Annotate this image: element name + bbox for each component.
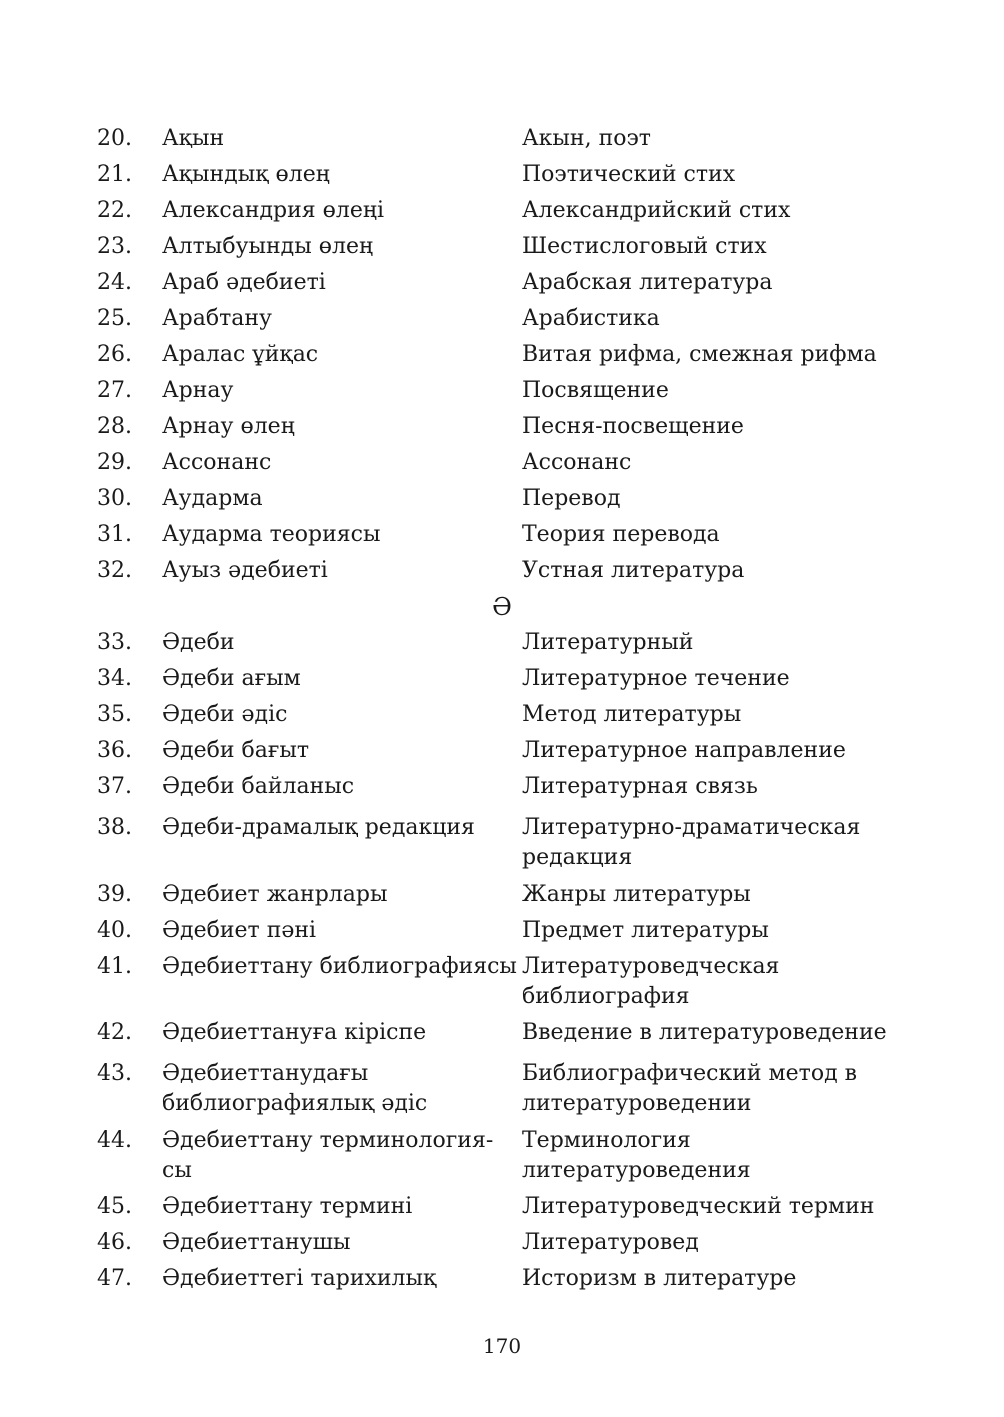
entry-number: 46. <box>97 1230 132 1255</box>
kazakh-term: Әдебиет жанрлары <box>162 882 388 907</box>
glossary-row <box>97 769 897 805</box>
glossary-row <box>97 661 897 697</box>
glossary-row <box>97 625 897 661</box>
glossary-row <box>97 445 897 481</box>
russian-term: Александрийский стих <box>522 198 791 223</box>
glossary-row <box>97 913 897 949</box>
glossary-row <box>97 337 897 373</box>
russian-term: Литературное направление <box>522 738 846 763</box>
entry-number: 27. <box>97 378 132 403</box>
glossary-row <box>97 877 897 913</box>
glossary-row <box>97 193 897 229</box>
kazakh-term: Ауыз әдебиеті <box>162 558 328 583</box>
kazakh-term: Ақындық өлең <box>162 162 330 187</box>
glossary-row <box>97 409 897 445</box>
russian-term: Посвящение <box>522 378 669 403</box>
glossary-row <box>97 1225 897 1261</box>
kazakh-term: Әдебиеттану библиографиясы <box>162 954 517 979</box>
kazakh-term: Ассонанс <box>162 450 272 475</box>
russian-term: Литературное течение <box>522 666 790 691</box>
russian-term: Поэтический стих <box>522 162 736 187</box>
entry-number: 22. <box>97 198 132 223</box>
kazakh-term: Әдебиеттанудағы библиографиялық әдіс <box>162 1061 428 1116</box>
kazakh-term: Әдеби бағыт <box>162 738 310 763</box>
entry-number: 34. <box>97 666 132 691</box>
entry-number: 29. <box>97 450 132 475</box>
entry-number: 28. <box>97 414 132 439</box>
page-number: 170 <box>482 1334 522 1358</box>
kazakh-term: Әдебиеттануға кіріспе <box>162 1020 427 1045</box>
entry-number: 26. <box>97 342 132 367</box>
entry-number: 44. <box>97 1128 132 1153</box>
russian-term: Литературоведческая библиография <box>522 954 780 1009</box>
glossary-row <box>97 517 897 553</box>
kazakh-term: Ақын <box>162 126 225 151</box>
glossary-row <box>97 373 897 409</box>
entry-number: 38. <box>97 815 132 840</box>
kazakh-term: Әдебиет пәні <box>162 918 317 943</box>
russian-term: Ассонанс <box>522 450 632 475</box>
kazakh-term: Әдеби-драмалық редакция <box>162 815 475 840</box>
russian-term: Теория перевода <box>522 522 720 547</box>
glossary-row <box>97 805 897 877</box>
russian-term: Литературный <box>522 630 694 655</box>
entry-number: 32. <box>97 558 132 583</box>
russian-term: Устная литература <box>522 558 745 583</box>
kazakh-term: Әдеби әдіс <box>162 702 288 727</box>
glossary-row <box>97 553 897 589</box>
russian-term: Арабская литература <box>522 270 773 295</box>
glossary-row <box>97 157 897 193</box>
glossary-row <box>97 265 897 301</box>
kazakh-term: Арнау өлең <box>162 414 295 439</box>
kazakh-term: Әдебиеттану терминология- сы <box>162 1128 494 1183</box>
russian-term: Введение в литературоведение <box>522 1020 887 1045</box>
kazakh-term: Әдеби ағым <box>162 666 301 691</box>
russian-term: Библиографический метод в литературоведении <box>522 1061 857 1116</box>
entry-number: 21. <box>97 162 132 187</box>
entry-number: 23. <box>97 234 132 259</box>
russian-term: Литературно-драматическая редакция <box>522 815 861 870</box>
kazakh-term: Әдебиеттегі тарихилық <box>162 1266 437 1291</box>
entry-number: 25. <box>97 306 132 331</box>
kazakh-term: Аралас ұйқас <box>162 342 319 367</box>
glossary-row <box>97 949 897 1015</box>
russian-term: Метод литературы <box>522 702 742 727</box>
russian-term: Песня-посвещение <box>522 414 744 439</box>
entry-number: 37. <box>97 774 132 799</box>
russian-term: Акын, поэт <box>522 126 651 151</box>
kazakh-term: Әдебиеттану термині <box>162 1194 413 1219</box>
russian-term: Историзм в литературе <box>522 1266 797 1291</box>
glossary-row <box>97 1189 897 1225</box>
kazakh-term: Арабтану <box>162 306 272 331</box>
entry-number: 39. <box>97 882 132 907</box>
russian-term: Литературоведческий термин <box>522 1194 875 1219</box>
glossary-row <box>97 229 897 265</box>
glossary-row <box>97 301 897 337</box>
entry-number: 42. <box>97 1020 132 1045</box>
kazakh-term: Әдеби <box>162 630 235 655</box>
entry-number: 33. <box>97 630 132 655</box>
entry-number: 40. <box>97 918 132 943</box>
glossary-row <box>97 697 897 733</box>
russian-term: Жанры литературы <box>522 882 751 907</box>
glossary-table <box>97 121 897 1297</box>
kazakh-term: Александрия өлеңі <box>162 198 385 223</box>
russian-term: Арабистика <box>522 306 660 331</box>
entry-number: 47. <box>97 1266 132 1291</box>
glossary-row <box>97 121 897 157</box>
entry-number: 45. <box>97 1194 132 1219</box>
glossary-row <box>97 1051 897 1123</box>
entry-number: 31. <box>97 522 132 547</box>
russian-term: Предмет литературы <box>522 918 769 943</box>
glossary-row <box>97 1123 897 1189</box>
glossary-row <box>97 733 897 769</box>
russian-term: Перевод <box>522 486 621 511</box>
russian-term: Шестислоговый стих <box>522 234 767 259</box>
section-letter: Ә <box>492 593 512 621</box>
kazakh-term: Араб әдебиеті <box>162 270 326 295</box>
kazakh-term: Алтыбуынды өлең <box>162 234 374 259</box>
kazakh-term: Аударма теориясы <box>162 522 381 547</box>
kazakh-term: Арнау <box>162 378 234 403</box>
entry-number: 20. <box>97 126 132 151</box>
kazakh-term: Аударма <box>162 486 263 511</box>
russian-term: Литературовед <box>522 1230 699 1255</box>
entry-number: 35. <box>97 702 132 727</box>
entry-number: 36. <box>97 738 132 763</box>
entry-number: 24. <box>97 270 132 295</box>
entry-number: 43. <box>97 1061 132 1086</box>
kazakh-term: Әдебиеттанушы <box>162 1230 351 1255</box>
glossary-row <box>97 481 897 517</box>
entry-number: 41. <box>97 954 132 979</box>
kazakh-term: Әдеби байланыс <box>162 774 355 799</box>
glossary-row <box>97 1015 897 1051</box>
russian-term: Витая рифма, смежная рифма <box>522 342 877 367</box>
russian-term: Терминология литературоведения <box>522 1128 751 1183</box>
glossary-row <box>97 1261 897 1297</box>
russian-term: Литературная связь <box>522 774 758 799</box>
entry-number: 30. <box>97 486 132 511</box>
